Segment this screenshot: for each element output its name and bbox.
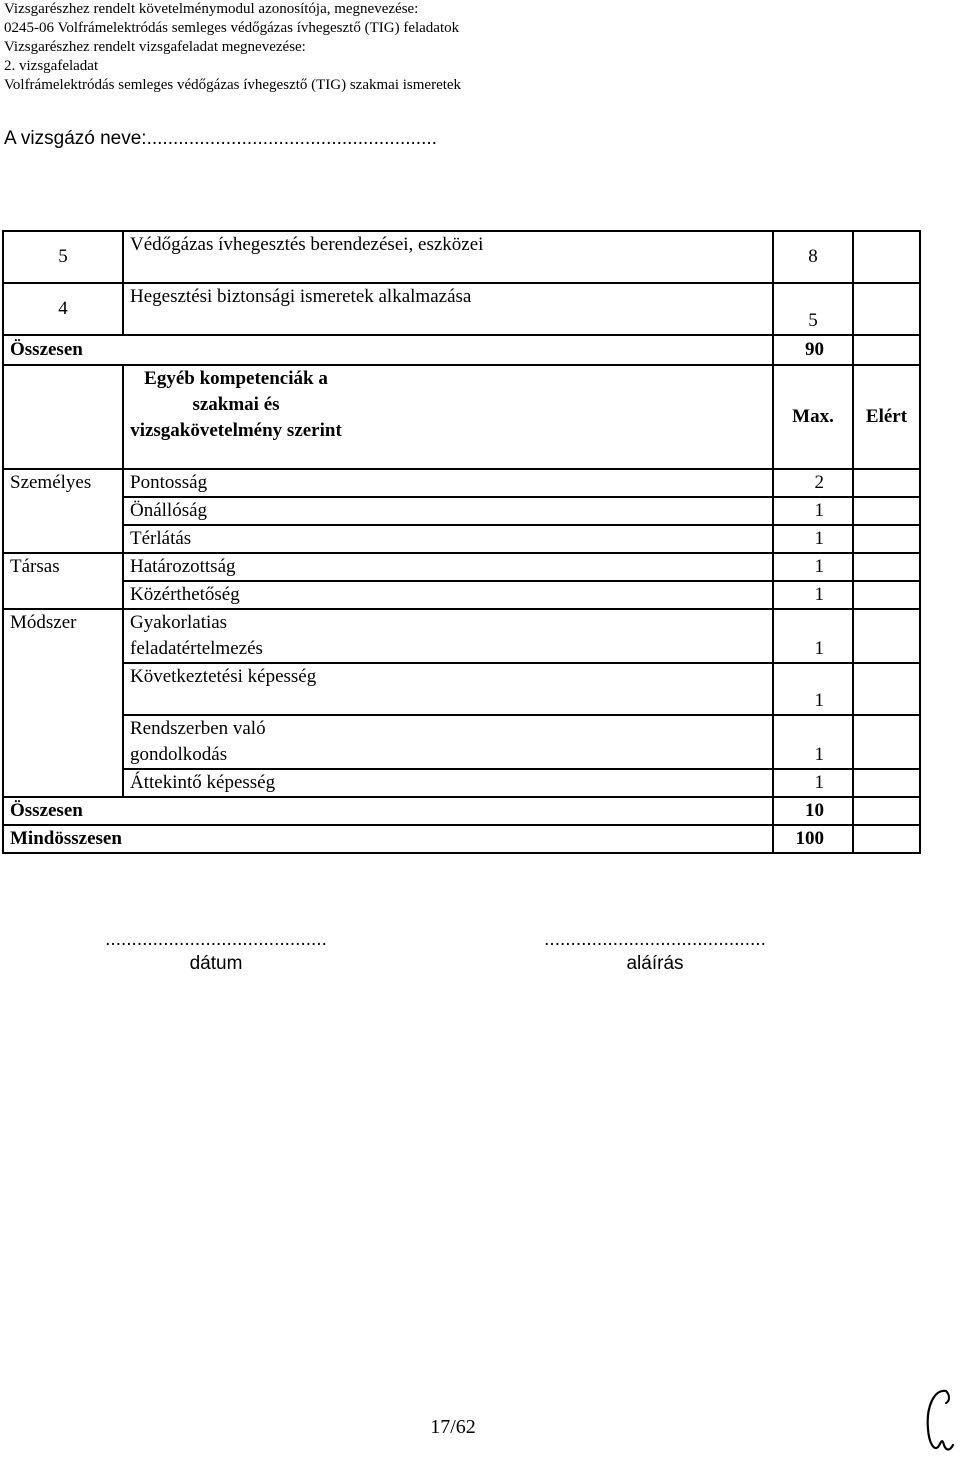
competency-achieved-cell[interactable] (853, 497, 920, 525)
competency-achieved-cell[interactable] (853, 525, 920, 553)
table-row (3, 581, 920, 609)
competency-group (3, 497, 123, 525)
competency-name (123, 609, 773, 663)
date-label: dátum (189, 953, 243, 974)
table-row (3, 609, 920, 663)
row-achieved-cell[interactable] (853, 283, 920, 335)
header-line-2: 0245-06 Volfrámelektródás semleges védőgázas ívhegesztő (TIG) feladatok (4, 20, 460, 36)
table-row (3, 715, 920, 769)
competency-name: Önállóság (123, 497, 773, 525)
score-table (2, 230, 921, 854)
page-number: 17/62 (430, 1416, 476, 1438)
handwritten-initial-icon (920, 1385, 956, 1457)
table-row (3, 663, 920, 715)
competency-name-text: Gyakorlatias feladatértelmezés (130, 612, 263, 659)
competency-achieved-cell[interactable] (853, 581, 920, 609)
row-topic: Védőgázas ívhegesztés berendezései, eszközei (123, 231, 773, 283)
total-achieved-cell[interactable] (853, 797, 920, 825)
table-row (3, 797, 920, 825)
competency-max: 1 (773, 769, 853, 797)
header-line-1: Vizsgarészhez rendelt követelménymodul azonosítója, megnevezése: (4, 1, 419, 17)
competency-max: 1 (773, 715, 853, 769)
signature-label: aláírás (626, 953, 684, 974)
document-header (4, 0, 461, 95)
table-row (3, 469, 920, 497)
competency-max: 1 (773, 581, 853, 609)
competency-achieved-cell[interactable] (853, 769, 920, 797)
row-max: 8 (773, 231, 853, 283)
total-achieved-cell[interactable] (853, 335, 920, 365)
header-line-5: Volfrámelektródás semleges védőgázas ívhegesztő (TIG) szakmai ismeretek (4, 77, 462, 93)
competency-achieved-cell[interactable] (853, 663, 920, 715)
row-achieved-cell[interactable] (853, 231, 920, 283)
examinee-name-field[interactable]: A vizsgázó neve:....................................................... (4, 128, 437, 149)
row-topic: Hegesztési biztonsági ismeretek alkalmazása (123, 283, 773, 335)
total-label: Összesen (3, 335, 773, 365)
table-row (3, 335, 920, 365)
competency-achieved-cell[interactable] (853, 609, 920, 663)
competency-max: 1 (773, 663, 853, 715)
competency-name-text: Következtetési képesség (130, 666, 317, 687)
total-value: 90 (773, 335, 853, 365)
competency-group: Társas (3, 553, 123, 581)
table-row (3, 231, 920, 283)
competency-group (3, 663, 123, 715)
competency-group (3, 769, 123, 797)
competency-achieved-cell[interactable] (853, 715, 920, 769)
total-value: 10 (773, 797, 853, 825)
competency-group: Személyes (3, 469, 123, 497)
competency-max: 2 (773, 469, 853, 497)
competency-group (3, 715, 123, 769)
row-max: 5 (773, 283, 853, 335)
row-number: 5 (3, 231, 123, 283)
table-row (3, 497, 920, 525)
competency-achieved-cell[interactable] (853, 469, 920, 497)
grand-total-value: 100 (773, 825, 853, 853)
competency-name-text: Rendszerben való gondolkodás (130, 718, 266, 765)
signature-line[interactable]: .......................................... (544, 929, 766, 950)
competency-group: Módszer (3, 609, 123, 663)
competency-max: 1 (773, 525, 853, 553)
competency-achieved-cell[interactable] (853, 553, 920, 581)
max-header: Max. (773, 365, 853, 469)
table-row (3, 553, 920, 581)
row-number: 4 (3, 283, 123, 335)
competency-max: 1 (773, 609, 853, 663)
grand-total-label: Mindösszesen (3, 825, 773, 853)
header-line-3: Vizsgarészhez rendelt vizsgafeladat megnevezése: (4, 39, 306, 55)
competency-max: 1 (773, 497, 853, 525)
date-signature-block (86, 928, 346, 976)
competency-name: Térlátás (123, 525, 773, 553)
achieved-header: Elért (853, 365, 920, 469)
competency-name: Áttekintő képesség (123, 769, 773, 797)
header-line-4: 2. vizsgafeladat (4, 58, 99, 74)
competency-group (3, 581, 123, 609)
competency-max: 1 (773, 553, 853, 581)
table-row (3, 769, 920, 797)
competency-group (3, 525, 123, 553)
competency-header: Egyéb kompetenciák a szakmai és vizsgakövetelmény szerint (123, 365, 348, 469)
total-label: Összesen (3, 797, 773, 825)
competency-name: Határozottság (123, 553, 773, 581)
table-row (3, 283, 920, 335)
competency-name (123, 715, 773, 769)
competency-name (123, 663, 773, 715)
competency-name: Közérthetőség (123, 581, 773, 609)
table-row (3, 365, 920, 469)
grand-total-achieved-cell[interactable] (853, 825, 920, 853)
competency-name: Pontosság (123, 469, 773, 497)
signature-block (524, 928, 786, 976)
date-line[interactable]: .......................................... (105, 929, 327, 950)
table-row (3, 825, 920, 853)
table-row (3, 525, 920, 553)
